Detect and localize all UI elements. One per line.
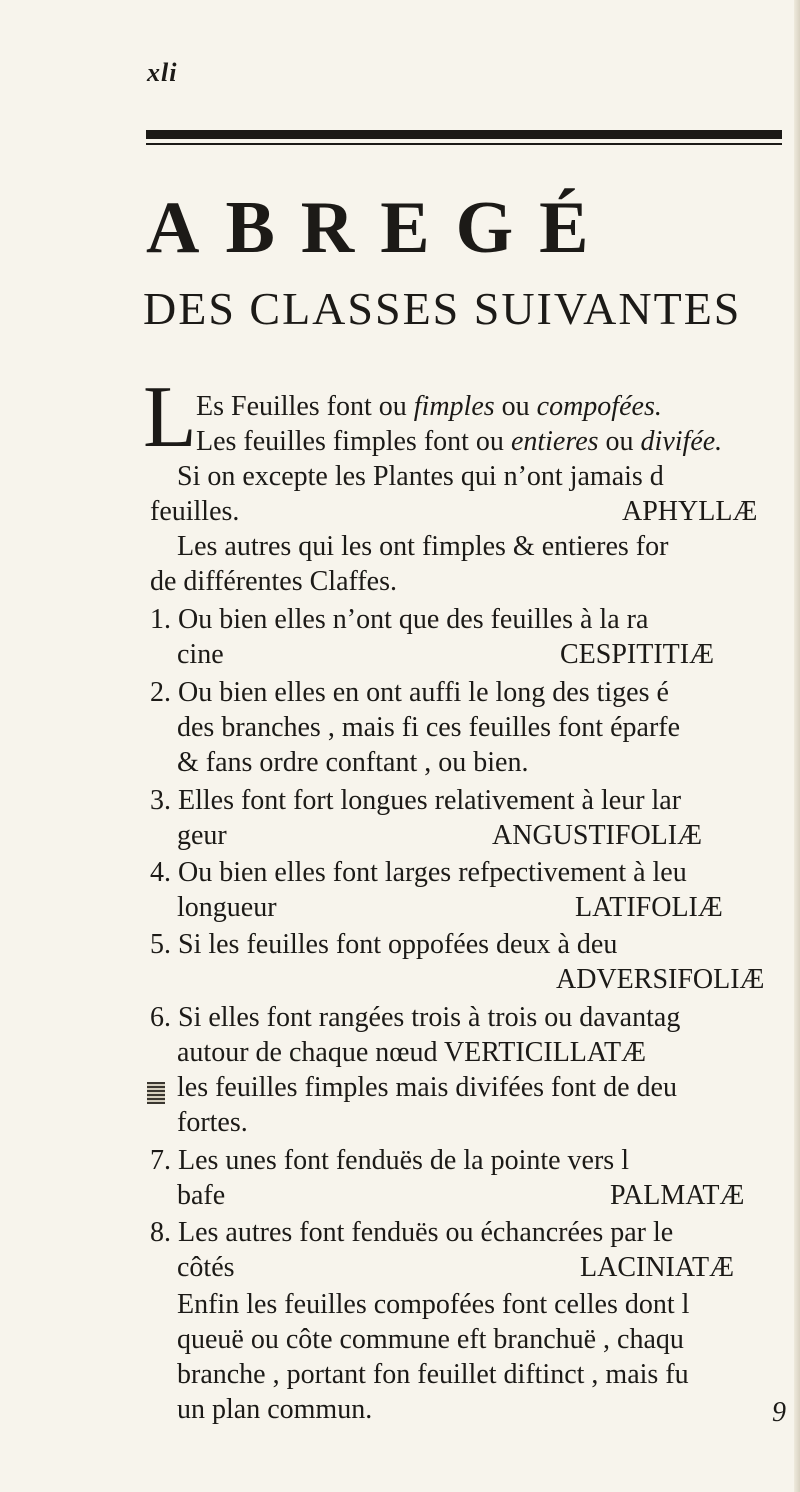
page-title: ABREGÉ	[146, 187, 615, 269]
text-line-15: longueur	[177, 892, 277, 923]
page-edge-shadow	[794, 0, 800, 1492]
text-line-20: les feuilles fimples mais divifées font de deu	[177, 1072, 677, 1103]
text-line-10: des branches , mais fi ces feuilles font éparfe	[177, 712, 681, 743]
text-line-8: cine	[177, 639, 224, 670]
text-line-4: feuilles.	[150, 496, 240, 527]
text-line-24: 8. Les autres font fenduës ou échancrées par le	[150, 1217, 674, 1248]
text-line-19: autour de chaque nœud VERTICILLATÆ	[177, 1037, 647, 1068]
text-line-27: queuë ou côte commune eft branchuë , chaqu	[177, 1324, 684, 1355]
text-line-18: 6. Si elles font rangées trois à trois ou davantag	[150, 1002, 681, 1033]
text-line-2: Les feuilles fimples font ou entieres ou divifée.	[196, 426, 723, 457]
printer-mark-icon	[147, 1082, 165, 1104]
page-folio: xli	[147, 58, 178, 87]
text-line-22: 7. Les unes font fenduës de la pointe vers l	[150, 1145, 629, 1176]
text-line-25: côtés	[177, 1252, 235, 1283]
text-line-9: 2. Ou bien elles en ont auffi le long des tiges é	[150, 677, 669, 708]
text-line-21: fortes.	[177, 1107, 248, 1138]
text-line-23: bafe	[177, 1180, 226, 1211]
class-name-latifoliae: LATIFOLIÆ	[575, 892, 723, 923]
class-name-aphyllae: APHYLLÆ	[622, 496, 758, 527]
class-name-cespititiae: CESPITITIÆ	[560, 639, 714, 670]
text-line-3: Si on excepte les Plantes qui n’ont jamais d	[177, 461, 664, 492]
text-line-5: Les autres qui les ont fimples & entieres for	[177, 531, 669, 562]
text-line-28: branche , portant fon feuillet diftinct , mais fu	[177, 1359, 689, 1390]
class-name-laciniatae: LACINIATÆ	[580, 1252, 734, 1283]
header-rule-thin	[146, 143, 782, 145]
text-line-14: 4. Ou bien elles font larges refpectivement à leu	[150, 857, 687, 888]
text-line-7: 1. Ou bien elles n’ont que des feuilles à la ra	[150, 604, 649, 635]
text-line-13: geur	[177, 820, 227, 851]
class-name-adversifoliae: ADVERSIFOLIÆ	[556, 964, 765, 995]
text-line-12: 3. Elles font fort longues relativement à leur lar	[150, 785, 682, 816]
class-name-angustifoliae: ANGUSTIFOLIÆ	[492, 820, 702, 851]
drop-cap: L	[143, 369, 197, 466]
footnote-number: 9	[772, 1397, 786, 1428]
page-subtitle: DES CLASSES SUIVANTES	[143, 283, 742, 334]
text-line-1: Es Feuilles font ou fimples ou compofées.	[196, 391, 662, 422]
text-line-29: un plan commun.	[177, 1394, 373, 1425]
text-line-16: 5. Si les feuilles font oppofées deux à deu	[150, 929, 618, 960]
header-rule-thick	[146, 130, 782, 139]
text-line-26: Enfin les feuilles compofées font celles dont l	[177, 1289, 690, 1320]
text-line-11: & fans ordre conftant , ou bien.	[177, 747, 529, 778]
text-line-6: de différentes Claffes.	[150, 566, 397, 597]
class-name-palmatae: PALMATÆ	[610, 1180, 745, 1211]
